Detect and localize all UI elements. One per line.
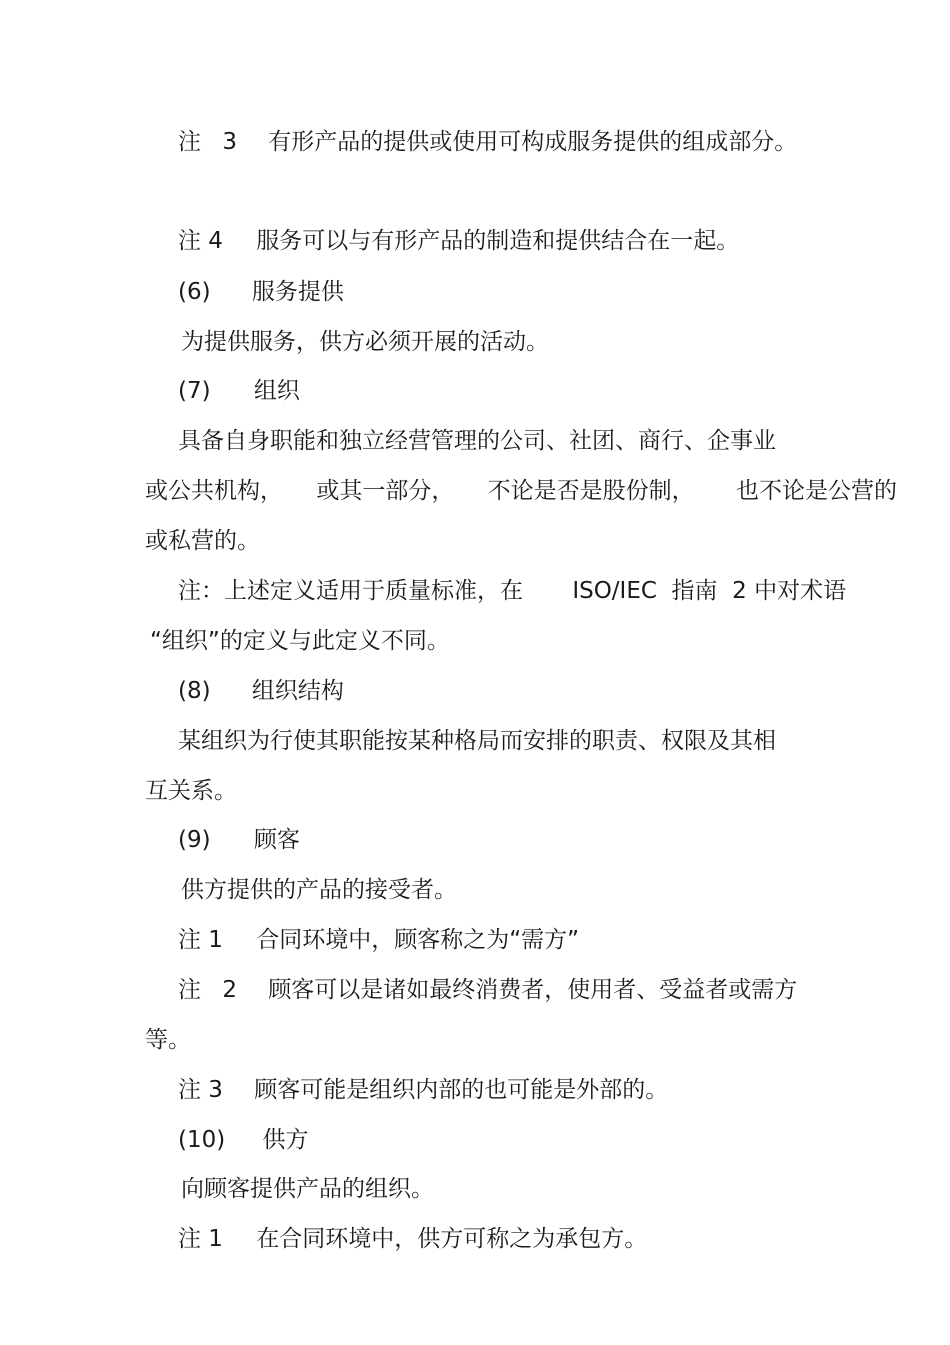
term-title: 组织结构: [251, 678, 344, 704]
note-line: 注：上述定义适用于质量标准，在 ISO/IEC 指南 2 中对术语: [178, 578, 847, 604]
note-line: [178, 127, 797, 157]
note-label: 注: [178, 129, 201, 155]
note-text: 顾客可能是组织内部的也可能是外部的。: [254, 1077, 669, 1103]
note-label: 注 4: [178, 228, 223, 254]
note-line: “组织”的定义与此定义不同。: [150, 628, 450, 654]
note-label: 注 1: [178, 927, 223, 953]
definition-text: 为提供服务，供方必须开展的活动。: [181, 329, 549, 355]
note-line: [178, 1224, 647, 1254]
note-text: 服务可以与有形产品的制造和提供结合在一起。: [256, 228, 740, 254]
note-label: 注 3: [178, 1077, 223, 1103]
term-heading: [178, 376, 300, 406]
term-number: (8): [178, 678, 211, 704]
note-line: 等。: [145, 1027, 191, 1053]
definition-text: 某组织为行使其职能按某种格局而安排的职责、权限及其相: [178, 728, 776, 754]
definition-text: 向顾客提供产品的组织。: [181, 1176, 434, 1202]
note-number: 2: [222, 977, 237, 1003]
note-label: 注 1: [178, 1226, 223, 1252]
note-text: 有形产品的提供或使用可构成服务提供的组成部分。: [268, 129, 798, 155]
definition-text: 互关系。: [145, 778, 237, 804]
definition-text: 或私营的。: [145, 528, 260, 554]
note-line: [178, 1075, 668, 1105]
term-title: 顾客: [253, 827, 300, 853]
term-number: (10): [178, 1127, 226, 1153]
term-heading: [178, 825, 300, 855]
note-label: 注: [178, 977, 201, 1003]
term-number: (9): [178, 827, 211, 853]
note-text: 合同环境中，顾客称之为“需方”: [256, 927, 580, 953]
note-line: [178, 925, 579, 955]
term-heading: [178, 1125, 309, 1155]
term-title: 供方: [262, 1127, 309, 1153]
term-heading: [178, 277, 344, 307]
definition-text: 或公共机构， 或其一部分， 不论是否是股份制， 也不论是公营的: [145, 478, 897, 504]
note-line: [178, 226, 739, 256]
note-text: 顾客可以是诸如最终消费者，使用者、受益者或需方: [268, 977, 798, 1003]
term-heading: [178, 676, 344, 706]
note-number: 3: [222, 129, 237, 155]
term-title: 服务提供: [251, 279, 344, 305]
definition-text: 具备自身职能和独立经营管理的公司、社团、商行、企事业: [178, 428, 776, 454]
term-title: 组织: [253, 378, 300, 404]
definition-text: 供方提供的产品的接受者。: [181, 877, 457, 903]
note-text: 在合同环境中，供方可称之为承包方。: [256, 1226, 648, 1252]
term-number: (7): [178, 378, 211, 404]
note-line: [178, 975, 797, 1005]
term-number: (6): [178, 279, 211, 305]
